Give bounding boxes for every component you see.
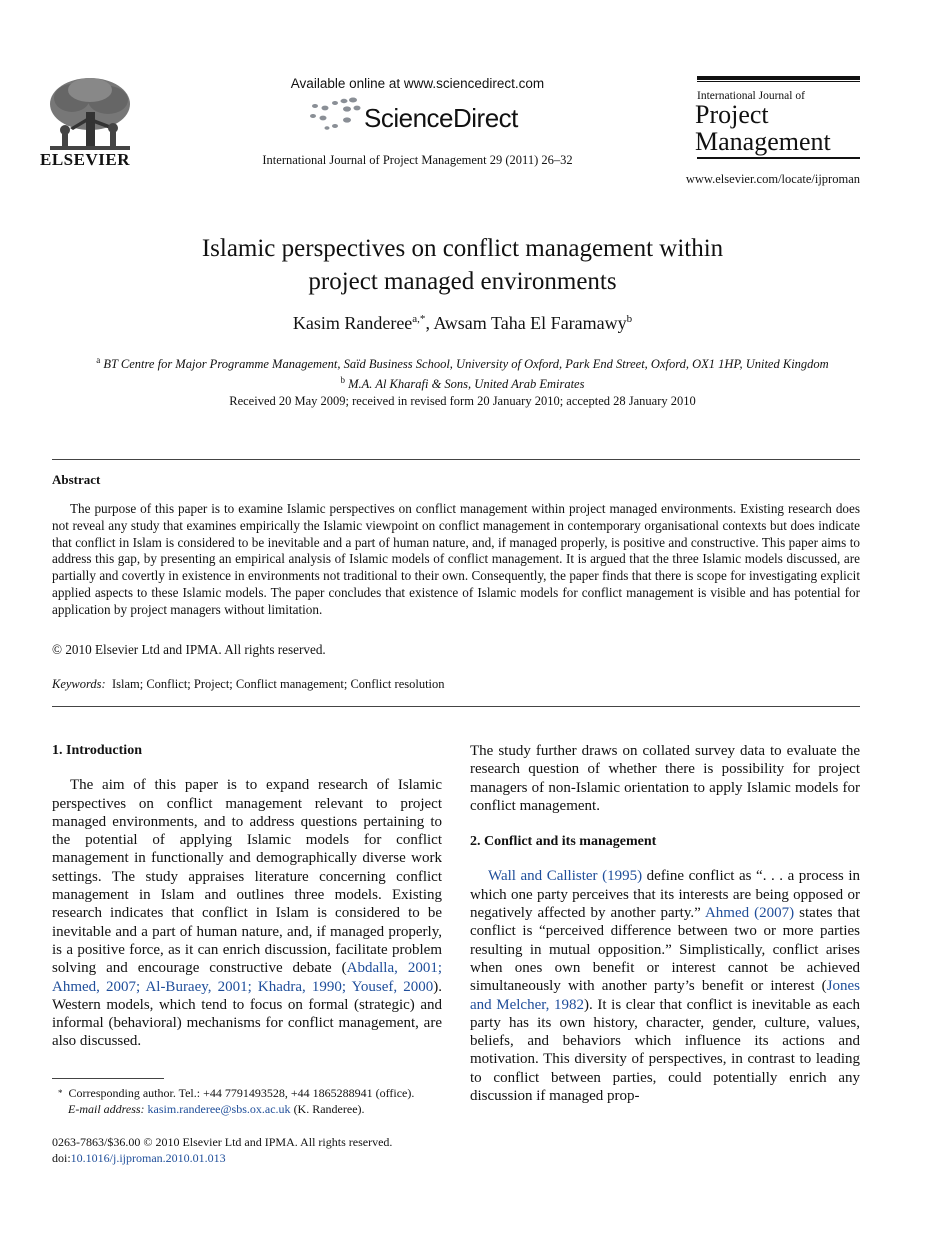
author-affiliation-mark[interactable]: b	[626, 313, 633, 325]
citation-link[interactable]: Jones and Melcher, 1982	[470, 978, 860, 1013]
affiliation-text: BT Centre for Major Programme Management, Saïd Business School, University of Oxford, Park End Street, Oxford, OX1 1HP, United Kingdom	[103, 357, 829, 372]
affiliation-b	[40, 372, 885, 392]
journal-url[interactable]: www.elsevier.com/locate/ijproman	[685, 172, 860, 186]
masthead-rule-thin	[697, 81, 860, 82]
author-affiliation-mark[interactable]: a,*	[412, 313, 426, 325]
article-history: Received 20 May 2009; received in revised form 20 January 2010; accepted 28 January 2010	[229, 394, 696, 408]
abstract-text: The purpose of this paper is to examine Islamic perspectives on conflict management within project managed environments. Existing research does not reveal any study that examines empirically the Islamic viewpoint on conflict management in contemporary organisational contexts but does indicate that conflict in Islam is considered to be inevitable and a part of human nature, and, if managed properly, is positive and constructive. This paper aims to address this gap, by presenting an empirical analysis of Islamic models of conflict management. It is argued that the three Islamic models discussed, are partially and covertly in existence in environments not traditional to their own. Consequently, the paper finds that there is scope for investigating explicit applied aspects to these Islamic models. The paper concludes that existence of Islamic models for conflict management is visible and has potential for application by project managers without limitation.	[52, 501, 860, 617]
keywords	[52, 677, 445, 692]
article-title-line2: project managed environments	[308, 268, 617, 295]
affiliation-text: M.A. Al Kharafi & Sons, United Arab Emirates	[348, 377, 585, 392]
paragraph-text: define conflict as “. . . a process in which one party perceives that its interests are being opposed or negatively affected by another party.”	[470, 868, 860, 922]
available-online-text[interactable]: Available online at www.sciencedirect.com	[290, 76, 545, 91]
footnote-mark: *	[58, 1088, 63, 1098]
paragraph-text: ). It is clear that conflict is inevitable as each party has its own history, character, gender, culture, values, beliefs, and behaviors which influence its actions and motivation. This diversity of perspectives, in contrast to leading to conflict between parties, could potentially enrich any discussion if managed prop-	[470, 996, 860, 1105]
section-heading-introduction: 1. Introduction	[52, 743, 142, 758]
citation-link[interactable]: Wall and Callister (1995)	[488, 868, 643, 885]
body-left-column	[52, 742, 442, 1051]
sciencedirect-dots-icon	[305, 96, 363, 132]
article-title-line1: Islamic perspectives on conflict management within	[201, 235, 724, 262]
paragraph-text: ). Western models, which tend to focus on formal (strategic) and informal (behavioral) mechanisms for conflict management, are also discussed.	[52, 978, 442, 1050]
abstract-top-rule	[52, 459, 860, 460]
author-separator: ,	[425, 313, 434, 333]
affiliation-mark: b	[340, 375, 345, 386]
introduction-paragraph	[52, 776, 442, 1050]
footnote-rule	[52, 1078, 164, 1079]
footnote-text: Corresponding author. Tel.: +44 7791493528, +44 1865288941 (office).	[68, 1086, 415, 1100]
masthead-title	[695, 101, 831, 155]
abstract-bottom-rule	[52, 706, 860, 707]
corresponding-author-footnote	[52, 1085, 452, 1117]
sciencedirect-logo-text: ScienceDirect	[364, 103, 518, 133]
author-name[interactable]: Awsam Taha El Faramawy	[433, 313, 627, 333]
affiliation-mark: a	[96, 355, 101, 365]
paragraph-text: The aim of this paper is to expand research of Islamic perspectives on conflict management relevant to project managed environments, and to address questions pertaining to the potential of applying Islamic models for conflict management in functionally and demographically diverse work settings. The study appraises literature concerning conflict management in Islam and outlines three models. Existing research indicates that conflict in Islam is considered to be inevitable and a part of human nature, and, if managed properly, is a positive force, as it can enrich discussion, facilitate problem solving and encourage constructive debate (	[52, 777, 442, 977]
paragraph-text: states that conflict is “perceived difference between two or more parties resulting in mutual opposition.” Simplistically, conflict arises when ones own benefit or interest cannot be achieved simultaneously with another party’s benefit or interest (	[470, 905, 860, 995]
affiliation-a	[40, 352, 885, 372]
publisher-name: ELSEVIER	[40, 150, 130, 169]
footer-copyright	[52, 1134, 392, 1166]
author-email-link[interactable]: kasim.randeree@sbs.ox.ac.uk	[147, 1102, 291, 1116]
keywords-label: Keywords:	[52, 677, 106, 691]
author-list	[100, 313, 825, 334]
journal-citation: International Journal of Project Management 29 (2011) 26–32	[262, 153, 573, 167]
body-right-column	[470, 742, 860, 1105]
masthead-title-line2: Management	[695, 127, 831, 156]
section-heading-conflict: 2. Conflict and its management	[470, 834, 657, 850]
masthead-subtitle: International Journal of	[697, 90, 805, 102]
email-suffix: (K. Randeree).	[290, 1102, 365, 1116]
abstract-copyright: © 2010 Elsevier Ltd and IPMA. All rights reserved.	[52, 642, 326, 657]
article-title	[100, 232, 825, 298]
keywords-list: Islam; Conflict; Project; Conflict management; Conflict resolution	[111, 677, 445, 691]
masthead-rule-top	[697, 76, 860, 80]
email-label: E-mail address:	[68, 1102, 145, 1116]
citation-link[interactable]: Ahmed (2007)	[704, 905, 795, 922]
citation-link[interactable]: Abdalla, 2001; Ahmed, 2007; Al-Buraey, 2001; Khadra, 1990; Yousef, 2000	[52, 960, 442, 995]
masthead-title-line1: Project	[695, 100, 769, 129]
author-name[interactable]: Kasim Randeree	[292, 313, 413, 333]
introduction-paragraph-continued: The study further draws on collated survey data to evaluate the research question of whether there is possibility for project managers of non-Islamic orientation to apply Islamic models for conflict management.	[470, 743, 860, 814]
doi-label: doi:	[52, 1151, 71, 1165]
conflict-paragraph	[470, 867, 860, 1105]
affiliations	[40, 352, 885, 392]
abstract-heading: Abstract	[52, 472, 101, 487]
footer-rights-text: 0263-7863/$36.00 © 2010 Elsevier Ltd and IPMA. All rights reserved.	[52, 1135, 393, 1149]
doi-link[interactable]: 10.1016/j.ijproman.2010.01.013	[70, 1151, 226, 1165]
masthead-rule-bottom	[697, 157, 860, 159]
